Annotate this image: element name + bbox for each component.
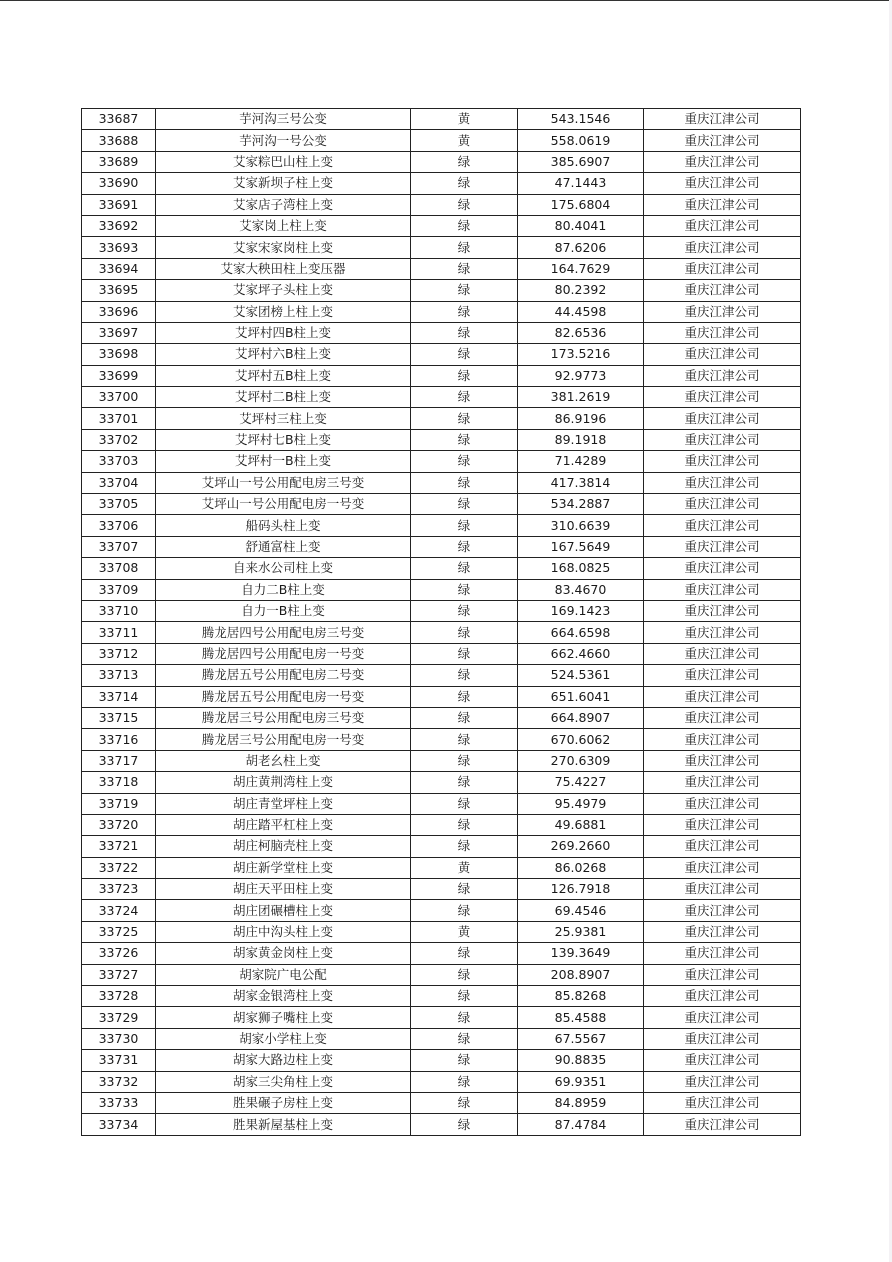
page-top-border (0, 0, 892, 1)
table-row (82, 579, 801, 600)
table-row (82, 750, 801, 771)
cell-value: 543.1546 (518, 109, 644, 130)
table-row (82, 429, 801, 450)
cell-value: 664.8907 (518, 707, 644, 728)
cell-value: 87.6206 (518, 237, 644, 258)
cell-color-grade: 绿 (411, 237, 518, 258)
cell-name: 胡庄青堂坪柱上变 (156, 793, 411, 814)
cell-name: 艾家店子湾柱上变 (156, 194, 411, 215)
cell-value: 83.4670 (518, 579, 644, 600)
cell-color-grade: 绿 (411, 1071, 518, 1092)
cell-id: 33694 (82, 258, 156, 279)
cell-color-grade: 绿 (411, 622, 518, 643)
cell-name: 艾家粽巴山柱上变 (156, 151, 411, 172)
table-row (82, 194, 801, 215)
table-row (82, 258, 801, 279)
cell-id: 33691 (82, 194, 156, 215)
cell-name: 艾家岗上柱上变 (156, 215, 411, 236)
cell-company: 重庆江津公司 (644, 151, 801, 172)
cell-color-grade: 绿 (411, 750, 518, 771)
cell-id: 33718 (82, 772, 156, 793)
cell-name: 船码头柱上变 (156, 515, 411, 536)
cell-color-grade: 绿 (411, 793, 518, 814)
cell-value: 270.6309 (518, 750, 644, 771)
cell-color-grade: 绿 (411, 280, 518, 301)
cell-color-grade: 绿 (411, 151, 518, 172)
table-row (82, 151, 801, 172)
cell-company: 重庆江津公司 (644, 558, 801, 579)
table-row (82, 857, 801, 878)
cell-id: 33715 (82, 707, 156, 728)
cell-value: 71.4289 (518, 451, 644, 472)
table-row (82, 472, 801, 493)
cell-value: 95.4979 (518, 793, 644, 814)
cell-color-grade: 绿 (411, 451, 518, 472)
table-row (82, 387, 801, 408)
transformer-table (81, 108, 801, 1136)
cell-id: 33726 (82, 943, 156, 964)
cell-id: 33701 (82, 408, 156, 429)
cell-id: 33730 (82, 1028, 156, 1049)
cell-value: 169.1423 (518, 600, 644, 621)
cell-name: 艾家大秧田柱上变压器 (156, 258, 411, 279)
cell-company: 重庆江津公司 (644, 622, 801, 643)
cell-name: 艾家宋家岗柱上变 (156, 237, 411, 258)
cell-company: 重庆江津公司 (644, 258, 801, 279)
table-row (82, 1092, 801, 1113)
cell-id: 33695 (82, 280, 156, 301)
cell-value: 80.4041 (518, 215, 644, 236)
cell-name: 胡庄天平田柱上变 (156, 879, 411, 900)
cell-color-grade: 绿 (411, 772, 518, 793)
cell-company: 重庆江津公司 (644, 750, 801, 771)
cell-company: 重庆江津公司 (644, 387, 801, 408)
cell-id: 33692 (82, 215, 156, 236)
table-row (82, 1028, 801, 1049)
cell-id: 33700 (82, 387, 156, 408)
cell-id: 33713 (82, 665, 156, 686)
cell-company: 重庆江津公司 (644, 280, 801, 301)
cell-value: 175.6804 (518, 194, 644, 215)
cell-id: 33690 (82, 173, 156, 194)
cell-id: 33734 (82, 1114, 156, 1135)
cell-value: 662.4660 (518, 643, 644, 664)
cell-name: 芋河沟三号公变 (156, 109, 411, 130)
cell-id: 33720 (82, 814, 156, 835)
cell-value: 86.0268 (518, 857, 644, 878)
cell-company: 重庆江津公司 (644, 237, 801, 258)
cell-color-grade: 绿 (411, 536, 518, 557)
cell-name: 艾坪村二B柱上变 (156, 387, 411, 408)
cell-name: 艾坪村六B柱上变 (156, 344, 411, 365)
table-row (82, 558, 801, 579)
cell-company: 重庆江津公司 (644, 515, 801, 536)
table-row (82, 451, 801, 472)
cell-name: 艾坪村四B柱上变 (156, 322, 411, 343)
cell-id: 33689 (82, 151, 156, 172)
cell-name: 胡家小学柱上变 (156, 1028, 411, 1049)
cell-value: 558.0619 (518, 130, 644, 151)
cell-value: 269.2660 (518, 836, 644, 857)
cell-company: 重庆江津公司 (644, 772, 801, 793)
cell-id: 33687 (82, 109, 156, 130)
cell-name: 自力一B柱上变 (156, 600, 411, 621)
cell-id: 33703 (82, 451, 156, 472)
table-row (82, 986, 801, 1007)
cell-company: 重庆江津公司 (644, 130, 801, 151)
cell-color-grade: 绿 (411, 879, 518, 900)
table-row (82, 836, 801, 857)
cell-company: 重庆江津公司 (644, 365, 801, 386)
cell-company: 重庆江津公司 (644, 579, 801, 600)
cell-name: 胡家院广电公配 (156, 964, 411, 985)
cell-id: 33719 (82, 793, 156, 814)
cell-name: 艾坪山一号公用配电房三号变 (156, 472, 411, 493)
table-row (82, 301, 801, 322)
cell-value: 651.6041 (518, 686, 644, 707)
table-row (82, 536, 801, 557)
cell-color-grade: 绿 (411, 643, 518, 664)
cell-company: 重庆江津公司 (644, 109, 801, 130)
table-row (82, 1114, 801, 1135)
cell-color-grade: 绿 (411, 1050, 518, 1071)
cell-company: 重庆江津公司 (644, 301, 801, 322)
cell-company: 重庆江津公司 (644, 1114, 801, 1135)
table-row (82, 622, 801, 643)
cell-name: 自力二B柱上变 (156, 579, 411, 600)
cell-value: 173.5216 (518, 344, 644, 365)
table-row (82, 173, 801, 194)
cell-company: 重庆江津公司 (644, 879, 801, 900)
cell-name: 芋河沟一号公变 (156, 130, 411, 151)
cell-color-grade: 绿 (411, 836, 518, 857)
cell-name: 胜果碾子房柱上变 (156, 1092, 411, 1113)
cell-id: 33708 (82, 558, 156, 579)
cell-company: 重庆江津公司 (644, 814, 801, 835)
cell-id: 33688 (82, 130, 156, 151)
cell-id: 33712 (82, 643, 156, 664)
cell-value: 47.1443 (518, 173, 644, 194)
cell-value: 44.4598 (518, 301, 644, 322)
cell-id: 33702 (82, 429, 156, 450)
table-row (82, 1071, 801, 1092)
cell-name: 胡庄黄荆湾柱上变 (156, 772, 411, 793)
cell-value: 85.4588 (518, 1007, 644, 1028)
cell-company: 重庆江津公司 (644, 215, 801, 236)
cell-name: 胡家狮子嘴柱上变 (156, 1007, 411, 1028)
cell-name: 胡庄新学堂柱上变 (156, 857, 411, 878)
cell-name: 腾龙居三号公用配电房三号变 (156, 707, 411, 728)
cell-id: 33710 (82, 600, 156, 621)
cell-color-grade: 绿 (411, 1007, 518, 1028)
cell-id: 33728 (82, 986, 156, 1007)
cell-company: 重庆江津公司 (644, 707, 801, 728)
cell-color-grade: 绿 (411, 943, 518, 964)
table-row (82, 215, 801, 236)
cell-color-grade: 绿 (411, 558, 518, 579)
cell-name: 胡庄踏平杠柱上变 (156, 814, 411, 835)
cell-color-grade: 绿 (411, 173, 518, 194)
table-row (82, 964, 801, 985)
cell-name: 艾家团榜上柱上变 (156, 301, 411, 322)
cell-color-grade: 绿 (411, 665, 518, 686)
cell-name: 腾龙居四号公用配电房三号变 (156, 622, 411, 643)
cell-color-grade: 绿 (411, 472, 518, 493)
cell-color-grade: 绿 (411, 322, 518, 343)
table-row (82, 643, 801, 664)
table-row (82, 408, 801, 429)
cell-value: 25.9381 (518, 921, 644, 942)
cell-id: 33717 (82, 750, 156, 771)
table-row (82, 665, 801, 686)
cell-company: 重庆江津公司 (644, 1028, 801, 1049)
table-row (82, 772, 801, 793)
cell-color-grade: 绿 (411, 707, 518, 728)
cell-id: 33698 (82, 344, 156, 365)
cell-name: 胡庄中沟头柱上变 (156, 921, 411, 942)
cell-id: 33727 (82, 964, 156, 985)
cell-color-grade: 绿 (411, 258, 518, 279)
cell-color-grade: 绿 (411, 429, 518, 450)
cell-id: 33716 (82, 729, 156, 750)
table-row (82, 494, 801, 515)
cell-id: 33729 (82, 1007, 156, 1028)
table-body (82, 109, 801, 1136)
cell-id: 33732 (82, 1071, 156, 1092)
cell-company: 重庆江津公司 (644, 451, 801, 472)
cell-company: 重庆江津公司 (644, 1092, 801, 1113)
cell-name: 腾龙居四号公用配电房一号变 (156, 643, 411, 664)
table-row (82, 686, 801, 707)
cell-value: 75.4227 (518, 772, 644, 793)
cell-company: 重庆江津公司 (644, 729, 801, 750)
cell-value: 80.2392 (518, 280, 644, 301)
cell-value: 90.8835 (518, 1050, 644, 1071)
cell-color-grade: 绿 (411, 494, 518, 515)
cell-color-grade: 绿 (411, 579, 518, 600)
cell-name: 胡家黄金岗柱上变 (156, 943, 411, 964)
table-row (82, 109, 801, 130)
cell-id: 33709 (82, 579, 156, 600)
cell-color-grade: 绿 (411, 814, 518, 835)
cell-value: 69.4546 (518, 900, 644, 921)
cell-value: 87.4784 (518, 1114, 644, 1135)
cell-value: 208.8907 (518, 964, 644, 985)
cell-value: 82.6536 (518, 322, 644, 343)
cell-id: 33696 (82, 301, 156, 322)
cell-color-grade: 绿 (411, 686, 518, 707)
cell-name: 艾坪山一号公用配电房一号变 (156, 494, 411, 515)
table-row (82, 921, 801, 942)
cell-value: 126.7918 (518, 879, 644, 900)
cell-value: 49.6881 (518, 814, 644, 835)
cell-value: 670.6062 (518, 729, 644, 750)
cell-company: 重庆江津公司 (644, 686, 801, 707)
cell-color-grade: 绿 (411, 344, 518, 365)
cell-value: 69.9351 (518, 1071, 644, 1092)
cell-color-grade: 黄 (411, 921, 518, 942)
table-row (82, 900, 801, 921)
cell-color-grade: 黄 (411, 857, 518, 878)
cell-value: 85.8268 (518, 986, 644, 1007)
cell-value: 417.3814 (518, 472, 644, 493)
cell-company: 重庆江津公司 (644, 494, 801, 515)
table-row (82, 365, 801, 386)
cell-color-grade: 绿 (411, 215, 518, 236)
table-row (82, 729, 801, 750)
cell-id: 33733 (82, 1092, 156, 1113)
cell-value: 84.8959 (518, 1092, 644, 1113)
cell-color-grade: 绿 (411, 515, 518, 536)
cell-company: 重庆江津公司 (644, 665, 801, 686)
table-row (82, 344, 801, 365)
cell-name: 胡老幺柱上变 (156, 750, 411, 771)
cell-color-grade: 绿 (411, 194, 518, 215)
cell-color-grade: 绿 (411, 1092, 518, 1113)
cell-color-grade: 绿 (411, 301, 518, 322)
cell-color-grade: 绿 (411, 1028, 518, 1049)
table-row (82, 322, 801, 343)
cell-company: 重庆江津公司 (644, 600, 801, 621)
cell-name: 艾坪村七B柱上变 (156, 429, 411, 450)
table-row (82, 943, 801, 964)
cell-company: 重庆江津公司 (644, 194, 801, 215)
cell-value: 92.9773 (518, 365, 644, 386)
cell-id: 33731 (82, 1050, 156, 1071)
cell-value: 67.5567 (518, 1028, 644, 1049)
cell-color-grade: 黄 (411, 109, 518, 130)
cell-value: 139.3649 (518, 943, 644, 964)
cell-name: 腾龙居五号公用配电房二号变 (156, 665, 411, 686)
cell-company: 重庆江津公司 (644, 643, 801, 664)
cell-company: 重庆江津公司 (644, 344, 801, 365)
cell-company: 重庆江津公司 (644, 900, 801, 921)
cell-name: 胜果新屋基柱上变 (156, 1114, 411, 1135)
cell-id: 33693 (82, 237, 156, 258)
cell-name: 艾家新坝子柱上变 (156, 173, 411, 194)
cell-id: 33714 (82, 686, 156, 707)
cell-company: 重庆江津公司 (644, 472, 801, 493)
cell-name: 胡家三尖角柱上变 (156, 1071, 411, 1092)
table-row (82, 237, 801, 258)
table-row (82, 707, 801, 728)
cell-color-grade: 绿 (411, 408, 518, 429)
cell-name: 胡家大路边柱上变 (156, 1050, 411, 1071)
cell-id: 33711 (82, 622, 156, 643)
cell-company: 重庆江津公司 (644, 429, 801, 450)
cell-value: 86.9196 (518, 408, 644, 429)
cell-id: 33722 (82, 857, 156, 878)
cell-name: 胡庄柯脑壳柱上变 (156, 836, 411, 857)
cell-name: 艾家坪子头柱上变 (156, 280, 411, 301)
cell-name: 艾坪村五B柱上变 (156, 365, 411, 386)
cell-id: 33721 (82, 836, 156, 857)
table-row (82, 280, 801, 301)
cell-company: 重庆江津公司 (644, 322, 801, 343)
cell-company: 重庆江津公司 (644, 1007, 801, 1028)
cell-color-grade: 绿 (411, 964, 518, 985)
cell-name: 腾龙居五号公用配电房一号变 (156, 686, 411, 707)
cell-name: 艾坪村三柱上变 (156, 408, 411, 429)
cell-name: 自来水公司柱上变 (156, 558, 411, 579)
cell-company: 重庆江津公司 (644, 1050, 801, 1071)
cell-name: 艾坪村一B柱上变 (156, 451, 411, 472)
table-row (82, 600, 801, 621)
cell-color-grade: 绿 (411, 900, 518, 921)
cell-color-grade: 绿 (411, 729, 518, 750)
cell-company: 重庆江津公司 (644, 1071, 801, 1092)
cell-id: 33699 (82, 365, 156, 386)
table-row (82, 1007, 801, 1028)
table-row (82, 130, 801, 151)
cell-id: 33697 (82, 322, 156, 343)
cell-company: 重庆江津公司 (644, 793, 801, 814)
cell-value: 167.5649 (518, 536, 644, 557)
cell-value: 89.1918 (518, 429, 644, 450)
table-row (82, 814, 801, 835)
cell-id: 33725 (82, 921, 156, 942)
cell-color-grade: 绿 (411, 1114, 518, 1135)
cell-value: 385.6907 (518, 151, 644, 172)
table-row (82, 793, 801, 814)
cell-value: 524.5361 (518, 665, 644, 686)
table-row (82, 1050, 801, 1071)
cell-id: 33705 (82, 494, 156, 515)
cell-value: 164.7629 (518, 258, 644, 279)
cell-value: 381.2619 (518, 387, 644, 408)
cell-company: 重庆江津公司 (644, 857, 801, 878)
cell-id: 33706 (82, 515, 156, 536)
cell-name: 腾龙居三号公用配电房一号变 (156, 729, 411, 750)
cell-color-grade: 绿 (411, 600, 518, 621)
cell-id: 33724 (82, 900, 156, 921)
cell-id: 33723 (82, 879, 156, 900)
cell-value: 534.2887 (518, 494, 644, 515)
cell-color-grade: 绿 (411, 365, 518, 386)
table-row (82, 515, 801, 536)
cell-color-grade: 绿 (411, 986, 518, 1007)
cell-id: 33707 (82, 536, 156, 557)
cell-company: 重庆江津公司 (644, 964, 801, 985)
table-row (82, 879, 801, 900)
cell-company: 重庆江津公司 (644, 836, 801, 857)
cell-company: 重庆江津公司 (644, 943, 801, 964)
cell-name: 胡家金银湾柱上变 (156, 986, 411, 1007)
cell-color-grade: 绿 (411, 387, 518, 408)
cell-company: 重庆江津公司 (644, 536, 801, 557)
cell-value: 664.6598 (518, 622, 644, 643)
cell-value: 310.6639 (518, 515, 644, 536)
cell-value: 168.0825 (518, 558, 644, 579)
cell-company: 重庆江津公司 (644, 986, 801, 1007)
cell-name: 舒通富柱上变 (156, 536, 411, 557)
cell-color-grade: 黄 (411, 130, 518, 151)
cell-company: 重庆江津公司 (644, 408, 801, 429)
cell-id: 33704 (82, 472, 156, 493)
cell-company: 重庆江津公司 (644, 173, 801, 194)
cell-name: 胡庄团碾槽柱上变 (156, 900, 411, 921)
cell-company: 重庆江津公司 (644, 921, 801, 942)
